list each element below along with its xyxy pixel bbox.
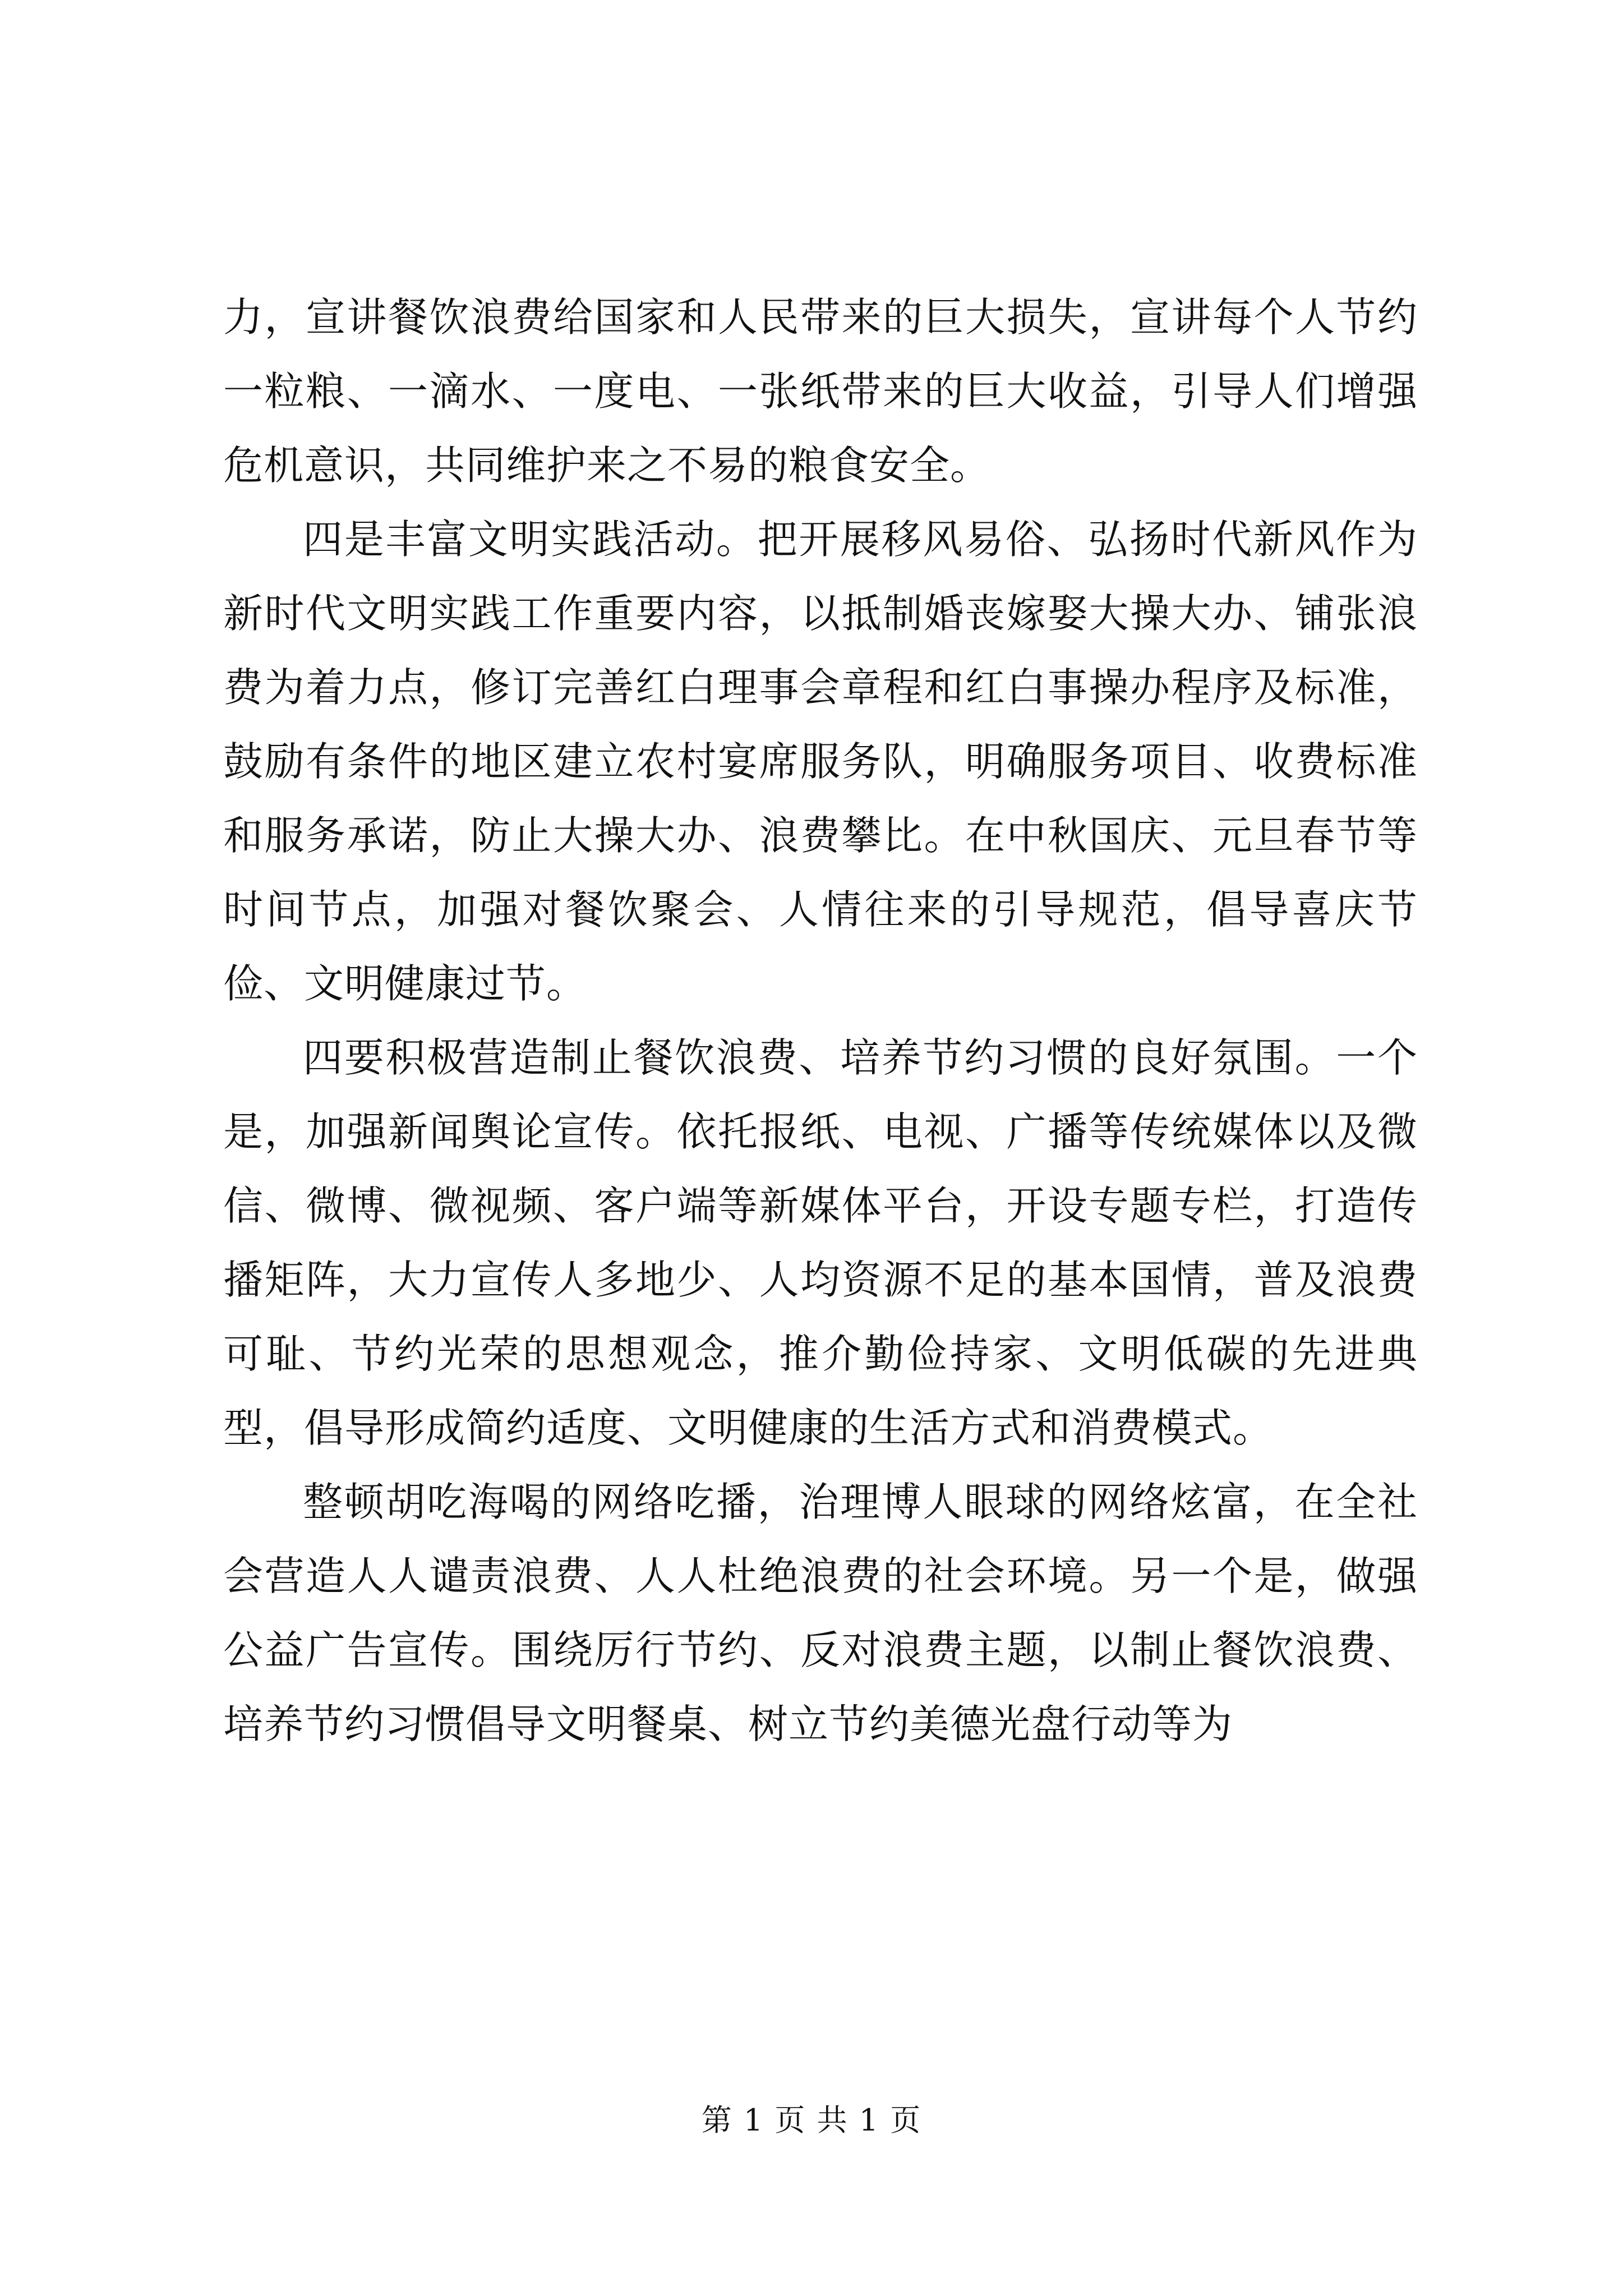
paragraph-online-rectification: 整顿胡吃海喝的网络吃播，治理博人眼球的网络炫富，在全社会营造人人谴责浪费、人人杜绝浪费的社会环境。另一个是，做强公益广告宣传。围绕厉行节约、反对浪费主题，以制止餐饮浪费、培养节约习惯倡导文明餐桌、树立节约美德光盘行动等为 <box>223 1479 1418 1747</box>
document-body <box>223 280 1418 1761</box>
paragraph-continuation: 力，宣讲餐饮浪费给国家和人民带来的巨大损失，宣讲每个人节约一粒粮、一滴水、一度电、一张纸带来的巨大收益，引导人们增强危机意识，共同维护来之不易的粮食安全。 <box>223 294 1418 489</box>
paragraph-atmosphere: 四要积极营造制止餐饮浪费、培养节约习惯的良好氛围。一个是，加强新闻舆论宣传。依托报纸、电视、广播等传统媒体以及微信、微博、微视频、客户端等新媒体平台，开设专题专栏，打造传播矩阵，大力宣传人多地少、人均资源不足的基本国情，普及浪费可耻、节约光荣的思想观念，推介勤俭持家、文明低碳的先进典型，倡导形成简约适度、文明健康的生活方式和消费模式。 <box>223 1034 1418 1451</box>
page-footer: 第 1 页 共 1 页 <box>701 2102 922 2138</box>
paragraph-civilization-practice: 四是丰富文明实践活动。把开展移风易俗、弘扬时代新风作为新时代文明实践工作重要内容，以抵制婚丧嫁娶大操大办、铺张浪费为着力点，修订完善红白理事会章程和红白事操办程序及标准，鼓励有条件的地区建立农村宴席服务队，明确服务项目、收费标准和服务承诺，防止大操大办、浪费攀比。在中秋国庆、元旦春节等时间节点，加强对餐饮聚会、人情往来的引导规范，倡导喜庆节俭、文明健康过节。 <box>223 516 1418 1007</box>
